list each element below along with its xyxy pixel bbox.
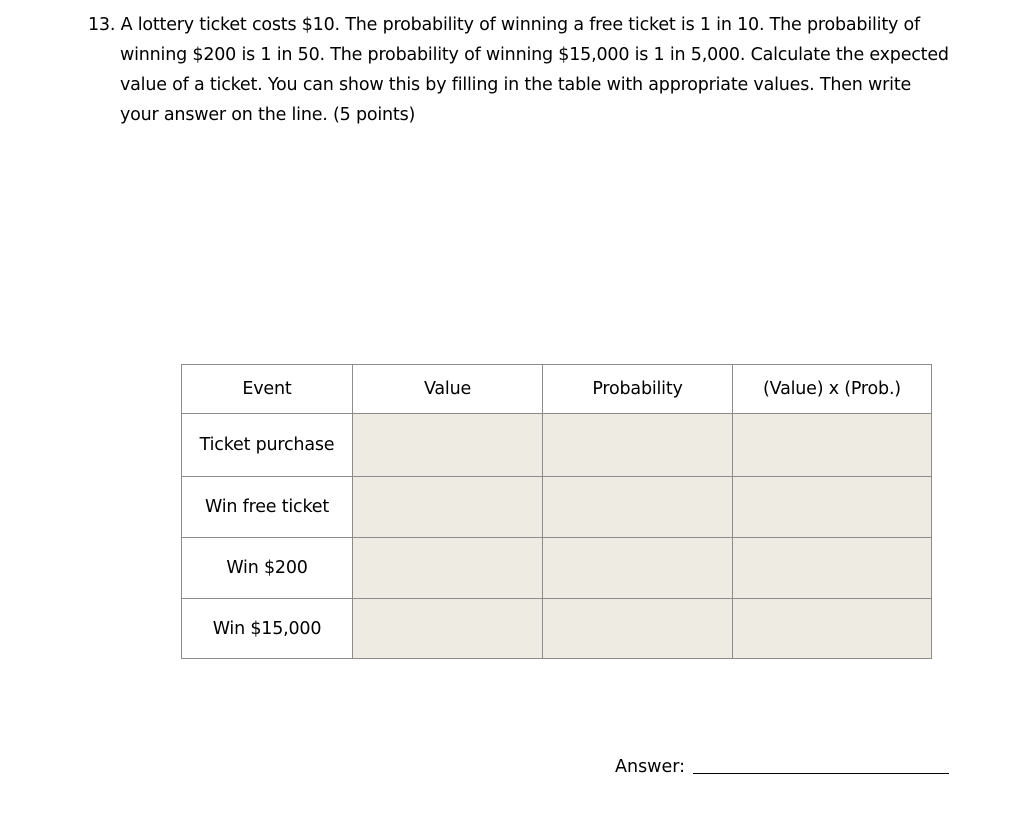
value-cell[interactable]: [353, 599, 543, 659]
table-row: [182, 477, 932, 538]
product-cell[interactable]: [733, 414, 932, 477]
answer-label: Answer:: [615, 757, 686, 777]
header-probability: Probability: [543, 365, 733, 414]
product-cell[interactable]: [733, 477, 932, 538]
table-row: [182, 599, 932, 659]
question-line-4: your answer on the line. (5 points): [120, 105, 416, 125]
expected-value-table: [181, 364, 932, 659]
probability-cell[interactable]: [543, 538, 733, 599]
event-win-200: Win $200: [182, 538, 353, 599]
question-text: [88, 10, 978, 130]
event-win-15000: Win $15,000: [182, 599, 353, 659]
product-cell[interactable]: [733, 599, 932, 659]
header-value-times-prob: (Value) x (Prob.): [733, 365, 932, 414]
answer-line[interactable]: [693, 773, 949, 774]
event-win-free-ticket: Win free ticket: [182, 477, 353, 538]
table-row: [182, 414, 932, 477]
header-value: Value: [353, 365, 543, 414]
value-cell[interactable]: [353, 414, 543, 477]
table-row: [182, 538, 932, 599]
question-line-1: 13. A lottery ticket costs $10. The probability of winning a free ticket is 1 in 10. The probability of: [88, 15, 920, 35]
probability-cell[interactable]: [543, 599, 733, 659]
table-header-row: [182, 365, 932, 414]
probability-cell[interactable]: [543, 414, 733, 477]
header-event: Event: [182, 365, 353, 414]
probability-cell[interactable]: [543, 477, 733, 538]
question-line-3: value of a ticket. You can show this by filling in the table with appropriate values. Then write: [120, 75, 912, 95]
answer-area: [615, 757, 949, 777]
value-cell[interactable]: [353, 538, 543, 599]
value-cell[interactable]: [353, 477, 543, 538]
event-ticket-purchase: Ticket purchase: [182, 414, 353, 477]
question-line-2: winning $200 is 1 in 50. The probability of winning $15,000 is 1 in 5,000. Calculate the expected: [120, 45, 949, 65]
product-cell[interactable]: [733, 538, 932, 599]
